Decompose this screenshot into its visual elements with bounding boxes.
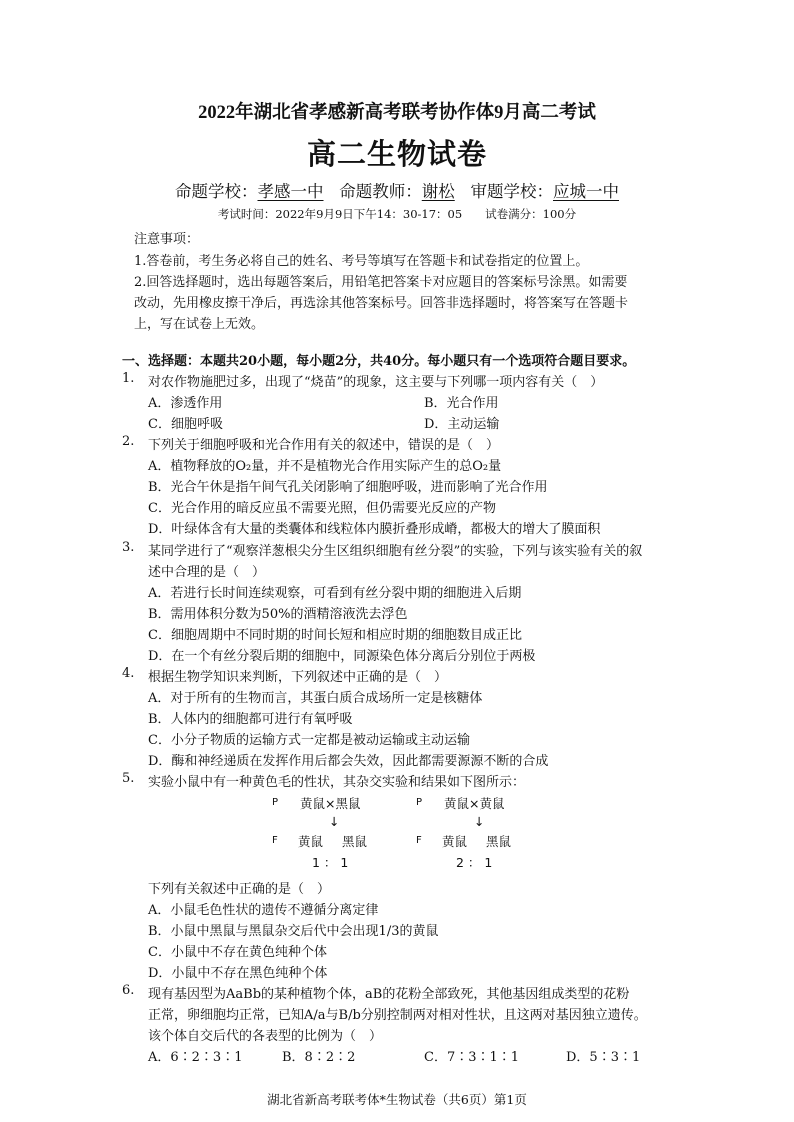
notice-line: 1.答卷前，考生务必将自己的姓名、考号等填写在答题卡和试卷指定的位置上。 [134, 254, 589, 269]
option: A．渗透作用 [148, 396, 223, 411]
exam-time-line: 考试时间：2022年9月9日下午14：30-17：05 试卷满分：100分 [217, 207, 577, 221]
option: D．主动运输 [424, 417, 500, 432]
cross-left-f: F [272, 835, 278, 846]
option: C．细胞呼吸 [148, 417, 223, 432]
option: B．光合午休是指午间气孔关闭影响了细胞呼吸，进而影响了光合作用 [148, 480, 548, 495]
option: B．小鼠中黑鼠与黑鼠杂交后代中会出现1/3的黄鼠 [148, 924, 439, 939]
section-heading: 一、选择题：本题共20小题，每小题2分，共40分。每小题只有一个选项符合题目要求。 [122, 354, 636, 369]
question-number: 3. [122, 540, 135, 555]
notice-line: 2.回答选择题时，选出每题答案后，用铅笔把答案卡对应题目的答案标号涂黑。如需要 [134, 275, 628, 290]
option: A．对于所有的生物而言，其蛋白质合成场所一定是核糖体 [148, 691, 483, 706]
exam-meta-line [0, 178, 794, 202]
question-number: 6. [122, 983, 135, 998]
question-text: 下列关于细胞呼吸和光合作用有关的叙述中，错误的是（ ） [148, 438, 500, 453]
option: B．人体内的细胞都可进行有氧呼吸 [148, 712, 353, 727]
question-number: 1. [122, 371, 135, 386]
question-text: 某同学进行了“观察洋葱根尖分生区组织细胞有丝分裂”的实验，下列与该实验有关的叙 [148, 544, 643, 559]
option: C．小鼠中不存在黄色纯种个体 [148, 945, 327, 960]
arrow-down-icon: ↓ [474, 814, 485, 829]
option: D．在一个有丝分裂后期的细胞中，同源染色体分离后分别位于两极 [148, 649, 536, 664]
option: D．酶和神经递质在发挥作用后都会失效，因此都需要源源不断的合成 [148, 754, 549, 769]
setting-school: 孝感一中 [257, 182, 324, 201]
cross-left-ratio: 1 ： 1 [312, 855, 349, 870]
arrow-down-icon: ↓ [329, 814, 340, 829]
cross-right-f1: 黄鼠 [442, 834, 468, 849]
question-text-cont: 正常，卵细胞均正常，已知A/a与B/b分别控制两对相对性状，且这两对基因独立遗传。 [148, 1008, 647, 1023]
option: D．5∶3∶1 [566, 1050, 641, 1065]
option: B．8∶2∶2 [282, 1050, 356, 1065]
option: D．小鼠中不存在黑色纯种个体 [148, 966, 328, 981]
exam-title: 2022年湖北省孝感新高考联考协作体9月高二考试 [198, 103, 596, 123]
option: C．7∶3∶1∶1 [424, 1050, 520, 1065]
option: C．光合作用的暗反应虽不需要光照，但仍需要光反应的产物 [148, 501, 496, 516]
option: D．叶绿体含有大量的类囊体和线粒体内膜折叠形成嵴，都极大的增大了膜面积 [148, 522, 601, 537]
cross-left-f2: 黑鼠 [342, 834, 368, 849]
question-number: 4. [122, 666, 135, 681]
question-text: 现有基因型为AaBb的某种植物个体，aB的花粉全部致死，其他基因组成类型的花粉 [148, 987, 630, 1002]
option: A．若进行长时间连续观察，可看到有丝分裂中期的细胞进入后期 [148, 586, 522, 601]
review-school-label: 审题学校： [470, 182, 553, 201]
question-text: 实验小鼠中有一种黄色毛的性状，其杂交实验和结果如下图所示： [148, 775, 526, 790]
cross-right-p: P [416, 797, 423, 808]
option: B．需用体积分数为50%的酒精溶液洗去浮色 [148, 607, 408, 622]
question-number: 2. [122, 434, 135, 449]
cross-right-f: F [416, 835, 422, 846]
cross-left-f1: 黄鼠 [298, 834, 324, 849]
cross-right-parents: 黄鼠×黄鼠 [444, 796, 505, 811]
notice-line: 上，写在试卷上无效。 [134, 317, 265, 332]
question-text: 根据生物学知识来判断，下列叙述中正确的是（ ） [148, 670, 448, 685]
page-footer: 湖北省新高考联考体*生物试卷（共6页）第1页 [267, 1092, 527, 1107]
cross-right-ratio: 2 ： 1 [456, 855, 493, 870]
cross-right-f2: 黑鼠 [486, 834, 512, 849]
notice-line: 改动，先用橡皮擦干净后，再选涂其他答案标号。回答非选择题时，将答案写在答题卡 [134, 296, 629, 311]
option: A．植物释放的O₂量，并不是植物光合作用实际产生的总O₂量 [148, 459, 502, 474]
paper-title: 高二生物试卷 [306, 137, 487, 171]
option: C．小分子物质的运输方式一定都是被动运输或主动运输 [148, 733, 470, 748]
teacher-name: 谢松 [421, 182, 455, 201]
option: B．光合作用 [424, 396, 499, 411]
review-school: 应城一中 [553, 182, 619, 201]
cross-left-parents: 黄鼠×黑鼠 [300, 796, 361, 811]
question-text-cont: 下列有关叙述中正确的是（ ） [148, 882, 331, 897]
question-text-cont: 该个体自交后代的各表型的比例为（ ） [148, 1029, 383, 1044]
question-text: 对农作物施肥过多，出现了“烧苗”的现象，这主要与下列哪一项内容有关（ ） [148, 375, 604, 390]
setting-school-label: 命题学校： [175, 182, 258, 201]
teacher-label: 命题教师： [339, 182, 422, 201]
option: C．细胞周期中不同时期的时间长短和相应时期的细胞数目成正比 [148, 628, 522, 643]
option: A．6∶2∶3∶1 [148, 1050, 243, 1065]
notice-heading: 注意事项： [134, 232, 200, 247]
option: A．小鼠毛色性状的遗传不遵循分离定律 [148, 903, 379, 918]
question-number: 5. [122, 771, 135, 786]
question-text-cont: 述中合理的是（ ） [148, 565, 266, 580]
cross-left-p: P [272, 797, 279, 808]
